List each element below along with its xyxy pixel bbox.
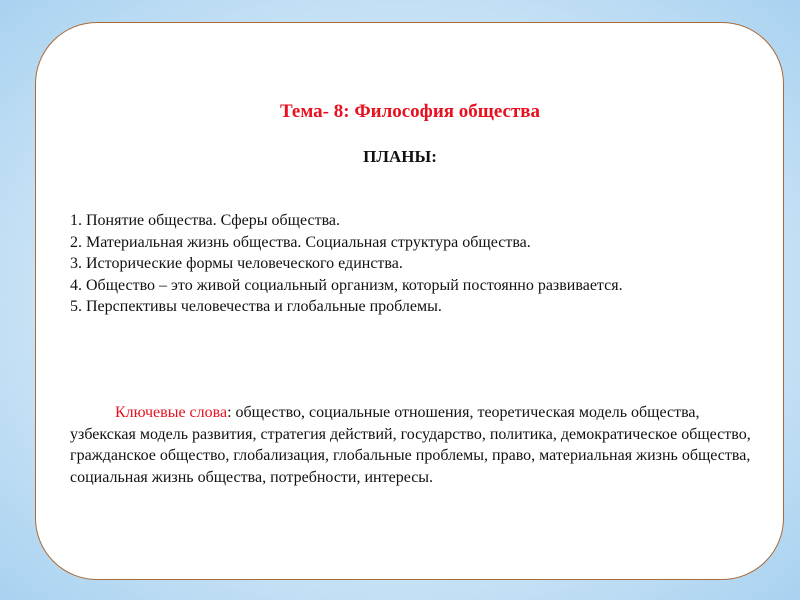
- plan-list: [70, 210, 623, 318]
- plans-heading: ПЛАНЫ:: [363, 147, 437, 166]
- keywords-text: : общество, социальные отношения, теоретическая модель общества, узбекская модель развития, стратегия действий, государство, политика, демократическое общество, гражданское общество, глобализация, глобальные проблемы, право, материальная жизнь общества, социальная жизнь общества, потребности, интересы.: [70, 404, 751, 486]
- plan-item-3: 3. Исторические формы человеческого единства.: [70, 255, 403, 272]
- keywords-paragraph: [70, 402, 760, 488]
- plan-item-1: 1. Понятие общества. Сферы общества.: [70, 212, 341, 229]
- plan-item-4: 4. Общество – это живой социальный организм, который постоянно развивается.: [70, 276, 623, 294]
- slide-title: Тема- 8: Философия общества: [279, 101, 541, 122]
- plan-item-5: 5. Перспективы человечества и глобальные проблемы.: [70, 298, 442, 315]
- keywords-label: Ключевые слова: [115, 404, 228, 421]
- plan-item-2: 2. Материальная жизнь общества. Социальная структура общества.: [70, 233, 531, 251]
